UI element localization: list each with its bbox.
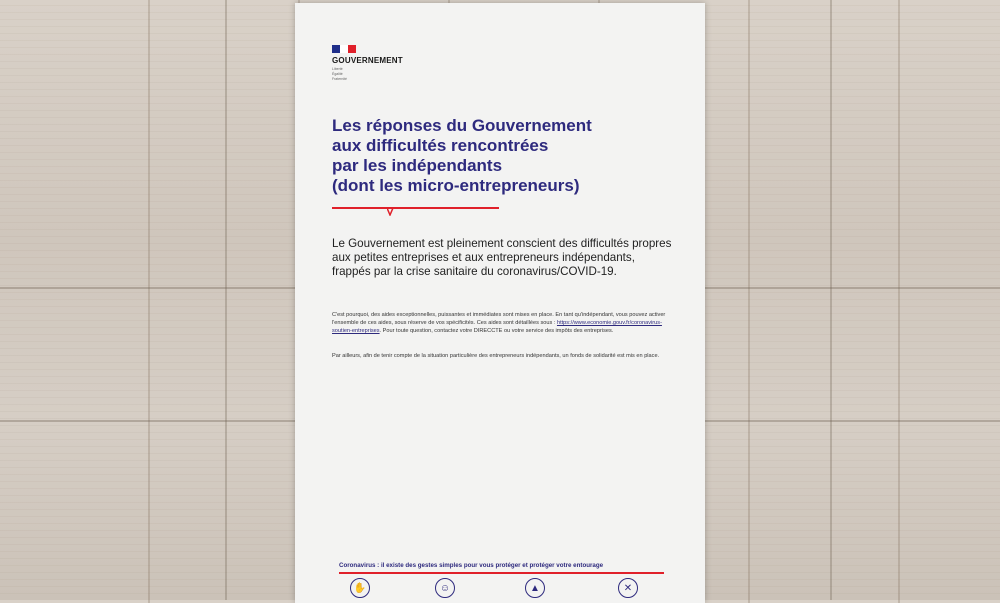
lead-paragraph: Le Gouvernement est pleinement conscient des difficultés propres aux petites entreprises et aux entrepreneurs indépendants, frappés par la crise sanitaire du coronavirus/COVID-19. xyxy=(332,237,672,278)
floor-seam xyxy=(225,0,227,600)
flag-blue xyxy=(332,45,340,53)
paragraph-text: . Pour toute question, contactez votre DIRECCTE ou votre service des impôts des entreprises. xyxy=(379,328,614,334)
handwash-icon: ✋ xyxy=(350,578,370,598)
motto-line: Fraternité xyxy=(332,77,347,81)
paragraph-text: C'est pourquoi, des aides exceptionnelles, puissantes et immédiates sont mises en place. En tant qu'indépendant, vous pouvez activer l'ensemble de ces aides, sous réserve de vos spécificités. Ces aides sont détaillées sous : xyxy=(332,312,666,326)
flag-white xyxy=(340,45,348,53)
coronavirus-banner: Coronavirus : il existe des gestes simples pour vous protéger et protéger votre entourage xyxy=(339,562,604,569)
flag-red xyxy=(348,45,356,53)
title-underline xyxy=(332,207,499,209)
banner-underline xyxy=(339,572,664,574)
floor-seam xyxy=(830,0,832,600)
support-link[interactable]: https://www.economie.gouv.fr/coronavirus-soutien-entreprises xyxy=(332,320,662,334)
motto-line: Liberté xyxy=(332,67,343,71)
title-line: aux difficultés rencontrées xyxy=(332,136,549,155)
document-page xyxy=(295,3,705,603)
body-paragraph: Par ailleurs, afin de tenir compte de la situation particulière des entrepreneurs indépendants, un fonds de solidarité est mis en place. xyxy=(332,353,660,359)
title-line: (dont les micro-entrepreneurs) xyxy=(332,176,580,195)
title-line: Les réponses du Gouvernement xyxy=(332,116,592,135)
government-wordmark: GOUVERNEMENT xyxy=(332,56,403,65)
motto-line: Égalité xyxy=(332,72,343,76)
speech-bubble-icon xyxy=(387,208,397,216)
no-handshake-icon: ✕ xyxy=(618,578,638,598)
document-title xyxy=(332,116,662,196)
tissue-icon: ▲ xyxy=(525,578,545,598)
gesture-icons xyxy=(350,578,650,602)
body-paragraph xyxy=(332,311,672,335)
french-flag-logo xyxy=(332,45,356,53)
cough-elbow-icon: ☺ xyxy=(435,578,455,598)
title-line: par les indépendants xyxy=(332,156,503,175)
republic-motto xyxy=(332,67,372,82)
